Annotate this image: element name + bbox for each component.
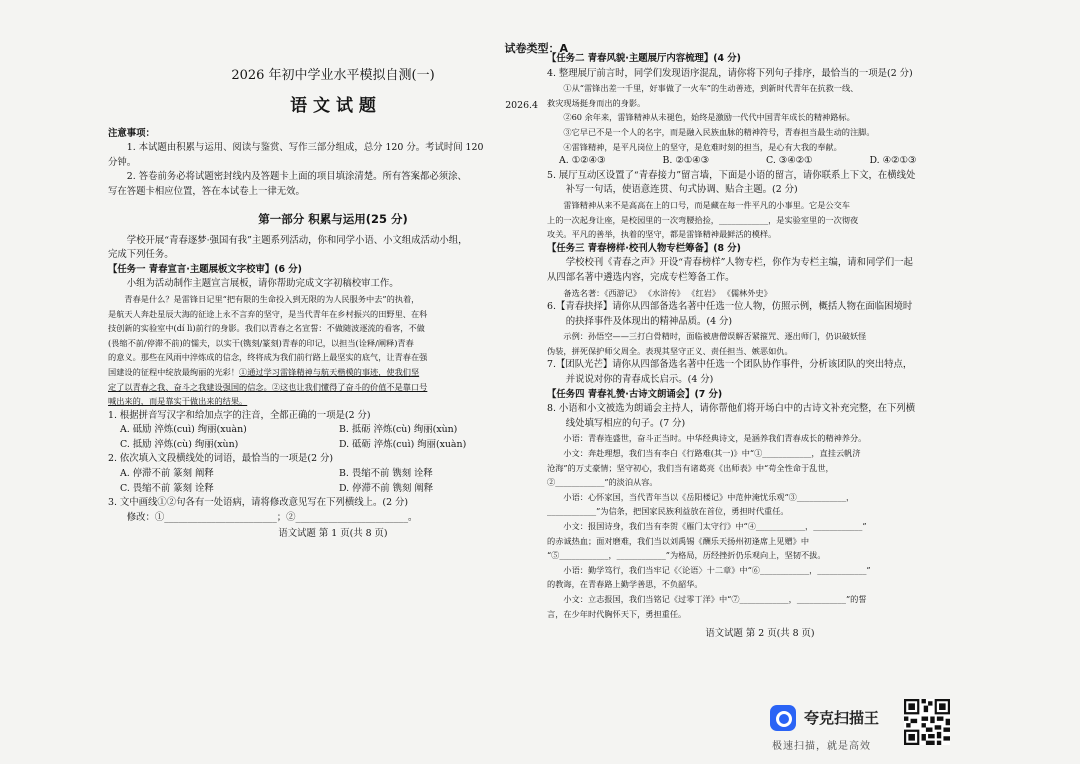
q6-example: 示例：孙悟空——三打白骨精时，面临被唐僧误解否紧箍咒、逐出师门，仍识破妖怪 xyxy=(563,331,867,342)
exam-date: 2026.4 xyxy=(505,99,538,111)
question-6: 6.【青春抉择】请你从四部备选名著中任选一位人物，仿照示例，概括人物在面临困境时 xyxy=(547,301,913,313)
passage-line: 技创新的实验室中(dí lì)前行的身影。我们以青春之名宣誓：不做随波逐流的看客，不做 xyxy=(108,323,425,334)
page-1 xyxy=(108,42,568,542)
note-1: 1. 本试题由积累与运用、阅读与鉴赏、写作三部分组成，总分 120 分。考试时间 120 xyxy=(126,142,484,154)
question-1: 1. 根据拼音写汉字和给加点字的注音，全都正确的一项是(2 分) xyxy=(108,409,371,421)
dialogue-line: 小文：报国诗身，我们当有李贺《雁门太守行》中“④____________，____________” xyxy=(563,521,867,531)
paper-type: 试卷类型：A xyxy=(504,42,568,55)
sentence-3: ③它早已不是一个人的名字，而是融入民族血脉的精神符号，青春担当最生动的注脚。 xyxy=(563,126,875,137)
q2-option-a: A. 停滞不前 篆刻 阐释 xyxy=(120,468,214,480)
page-footer: 语文试题 第 2 页(共 8 页) xyxy=(705,628,815,640)
task3-desc: 学校校刊《青春之声》开设“青春榜样”人物专栏，你作为专栏主编，请和同学们一起 xyxy=(565,257,913,269)
sentence-2: ②60 余年来，雷锋精神从未褪色，始终是激励一代代中国青年成长的精神路标。 xyxy=(563,112,855,123)
intro: 学校开展“青春逐梦·强国有我”主题系列活动，你和同学小语、小文组成活动小组， xyxy=(126,234,468,246)
dialogue-line: 小语：心怀家国，当代青年当以《岳阳楼记》中范仲淹忧乐观“③____________， xyxy=(563,491,855,502)
q6-example-cont: 伪装，拼死保护师父周全。表现其坚守正义、责任担当、嫉恶如仇。 xyxy=(547,345,793,356)
task1-desc: 小组为活动制作主题宣言展板，请你帮助完成文字初稿校审工作。 xyxy=(126,278,399,290)
question-7-cont: 并说说对你的青春成长启示。(4 分) xyxy=(565,374,714,386)
part1-title: 第一部分 积累与运用(25 分) xyxy=(258,211,408,226)
passage-line: 青春是什么？是雷锋日记里“把有限的生命投入到无限的为人民服务中去”的执着， xyxy=(124,293,420,304)
question-8: 8. 小语和小文被选为朗诵会主持人，请你帮他们将开场白中的古诗文补充完整，在下列横 xyxy=(547,403,916,415)
q2-option-b: B. 畏缩不前 镌刻 诠释 xyxy=(339,468,433,480)
q4-option-c: C. ③④②① xyxy=(766,155,813,167)
q4-option-a: A. ①②④③ xyxy=(559,155,606,167)
question-6-cont: 的抉择事件及体现出的精神品质。(4 分) xyxy=(565,315,733,327)
sentence-1-cont: 救灾现场挺身而出的身影。 xyxy=(547,97,646,108)
page-footer: 语文试题 第 1 页(共 8 页) xyxy=(278,528,388,540)
dialogue-line: 小语：青春连盛世，奋斗正当时。中华经典诗文，是涵养我们青春成长的精神养分。 xyxy=(563,433,867,444)
question-7: 7.【团队光芒】请你从四部备选名著中任选一个团队协作事件，分析该团队的突出特点， xyxy=(547,359,913,371)
task4-title: 【任务四 青春礼赞·古诗文朗诵会】(7 分) xyxy=(547,388,723,400)
dialogue-line: 小文：奔赴理想，我们当有李白《行路难(其一)》中“①____________，直挂云帆济 xyxy=(563,448,861,459)
passage-line: (畏缩不前/停滞不前)的懦夫，以实干(镌刻/篆刻)青春的印记，以担当(诠释/阐释)青春 xyxy=(108,337,414,348)
scanner-logo-icon xyxy=(770,705,796,731)
task2-title: 【任务二 青春风貌·主题展厅内容梳理】(4 分) xyxy=(547,53,741,64)
q4-option-b: B. ②①④③ xyxy=(662,155,709,167)
dialogue-line: “⑤____________，____________”为格局，历经挫折仍乐观向上，坚韧不拔。 xyxy=(547,550,826,561)
dialogue-line: 小语：勤学笃行，我们当牢记《〈论语〉十二章》中“⑥____________，____________” xyxy=(563,564,871,575)
underlined-sentence: ①通过学习雷锋精神与航天楷模的事迹，使我们坚 xyxy=(239,366,420,377)
question-4: 4. 整理展厅前言时，同学们发现语序混乱，请你将下列句子排序，最恰当的一项是(2 分) xyxy=(547,67,913,79)
candidate-books: 备选名著：《西游记》 《水浒传》 《红岩》 《儒林外史》 xyxy=(563,287,772,298)
passage-line: 是航天人奔赴星辰大海的征途上永不言弃的坚守，是当代青年在乡村振兴的田野里、在科 xyxy=(108,308,428,319)
q1-option-c: C. 抵励 淬炼(cù) 绚丽(xùn) xyxy=(120,438,239,450)
underlined-sentence: 喊出来的，而是靠实干做出来的结果。 xyxy=(108,396,248,407)
note-1-cont: 分钟。 xyxy=(108,156,137,168)
question-5-cont: 补写一句话，使语意连贯、句式协调、贴合主题。(2 分) xyxy=(565,184,798,196)
passage-line xyxy=(108,365,558,380)
q2-option-d: D. 停滞不前 镌刻 阐释 xyxy=(339,482,434,494)
scanner-watermark xyxy=(770,705,970,757)
q1-option-d: D. 砥砺 淬炼(cuì) 绚丽(xuàn) xyxy=(339,438,467,450)
dialogue-line: 言，在少年时代胸怀天下，勇担重任。 xyxy=(547,608,687,619)
question-5: 5. 展厅互动区设置了“青春接力”留言墙，下面是小语的留言，请你联系上下文，在横线处 xyxy=(547,169,916,181)
underlined-sentence: 定了以青春之我、奋斗之我建设强国的信念。②这也让我们懂得了奋斗的价值不是靠口号 xyxy=(108,381,428,392)
sentence-1: ①从“雷锋出差一千里，好事做了一火车”的生动善迹，到新时代青年在抗救一线、 xyxy=(563,83,859,94)
passage-line: 的意义。那些在风雨中淬炼成的信念，终将成为我们前行路上最坚实的底气，让青春在强 xyxy=(108,352,428,363)
subject-title: 语 文 试 题 xyxy=(290,95,376,116)
brand-slogan: 极速扫描，就是高效 xyxy=(772,741,871,752)
brand-name: 夸克扫描王 xyxy=(804,709,880,727)
intro-cont: 完成下列任务。 xyxy=(108,249,174,261)
q1-option-a: A. 砥励 淬炼(cuì) 绚丽(xuàn) xyxy=(120,424,247,436)
note-2-cont: 写在答题卡相应位置，答在本试卷上一律无效。 xyxy=(108,185,305,197)
dialogue-line: 的教诲，在青春路上勤学善思，不负韶华。 xyxy=(547,579,703,590)
message-text: 攻关。平凡的善举，执着的坚守，都是雷锋精神最鲜活的模样。 xyxy=(547,229,777,240)
message-text: 雷锋精神从来不是高高在上的口号，而是藏在每一件平凡的小事里。它是公交车 xyxy=(563,199,850,210)
q1-option-b: B. 抵砺 淬炼(cù) 绚丽(xùn) xyxy=(339,424,458,436)
task3-title: 【任务三 青春榜样·校刊人物专栏筹备】(8 分) xyxy=(547,242,741,254)
dialogue-line: ____________”为信条，把国家民族利益放在首位，勇担时代重任。 xyxy=(547,506,789,517)
dialogue-line: ②____________”的淡泊从容。 xyxy=(547,477,658,488)
qr-code-icon xyxy=(904,699,950,745)
notes-heading: 注意事项： xyxy=(108,127,155,139)
page-2 xyxy=(547,52,973,642)
task1-title: 【任务一 青春宣言·主题展板文字校审】(6 分) xyxy=(108,263,302,275)
question-8-cont: 线处填写相应的句子。(7 分) xyxy=(565,417,686,429)
dialogue-line: 的赤诚热血；面对磨难，我们当以刘禹锡《酬乐天扬州初逢席上见赠》中 xyxy=(547,535,810,546)
question-2: 2. 依次填入文段横线处的词语，最恰当的一项是(2 分) xyxy=(108,453,334,465)
q4-option-d: D. ④②①③ xyxy=(869,155,917,167)
q3-answer-lines: 修改：①________________________；②________________________。 xyxy=(126,511,418,523)
dialogue-line: 小文：立志报国，我们当铭记《过零丁洋》中“⑦____________，____________”的誓 xyxy=(563,593,867,604)
message-text: 上的一次起身让座，是校园里的一次弯腰拾捡，____________，是实验室里的一次彻夜 xyxy=(547,214,859,225)
note-2: 2. 答卷前务必将试题密封线内及答题卡上面的项目填涂清楚。所有答案都必须涂、 xyxy=(126,171,467,183)
passage-text: 国建设的征程中绽放最绚丽的光彩！ xyxy=(108,366,240,377)
dialogue-line: 沧海”的万丈豪情；坚守初心，我们当有诸葛亮《出师表》中“苟全性命于乱世， xyxy=(547,462,834,473)
task3-desc-cont: 从四部名著中遴选内容，完成专栏筹备工作。 xyxy=(547,271,735,283)
sentence-4: ④雷锋精神，是平凡岗位上的坚守，是危难时刻的担当，是心有大我的奉献。 xyxy=(563,141,842,152)
exam-title: 2026 年初中学业水平模拟自测(一) xyxy=(231,67,435,83)
question-3: 3. 文中画线①②句各有一处语病，请将修改意见写在下列横线上。(2 分) xyxy=(108,497,409,509)
q2-option-c: C. 畏缩不前 篆刻 诠释 xyxy=(120,482,214,494)
